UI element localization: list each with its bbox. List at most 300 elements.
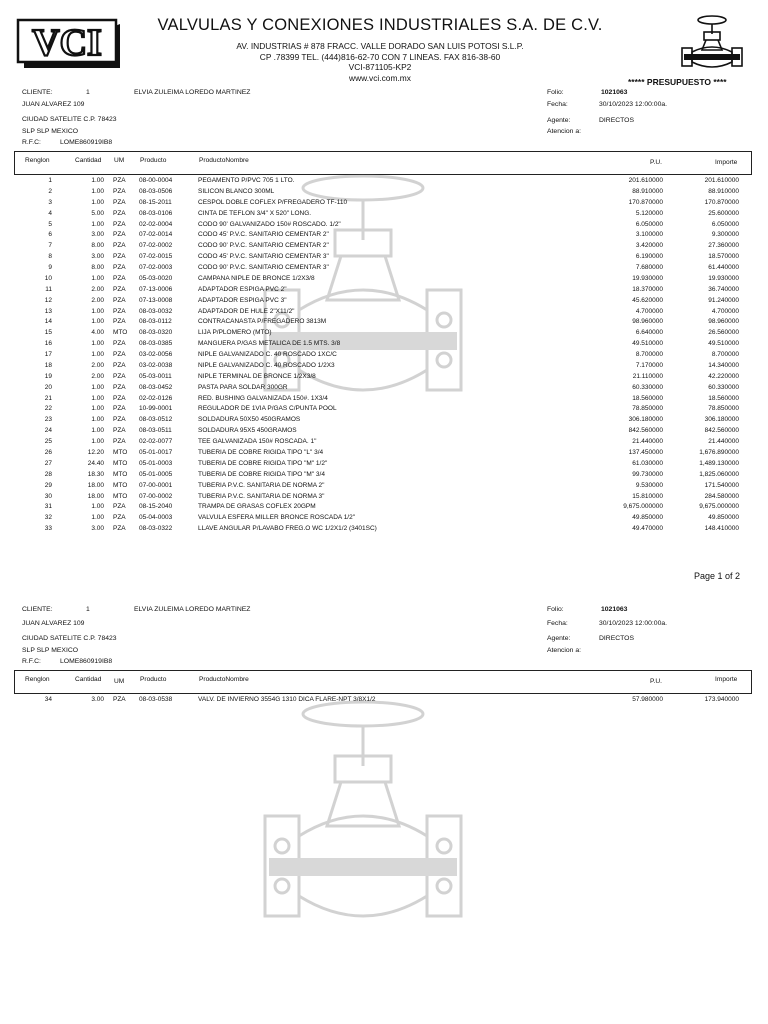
row-um: PZA [113,405,126,413]
fecha-label: Fecha: [547,620,568,627]
row-cantidad: 1.00 [91,177,104,184]
valve-icon [676,14,748,74]
row-importe: 21.440000 [708,438,739,446]
row-renglon: 6 [48,231,52,239]
row-importe: 18.570000 [708,253,739,261]
row-cantidad: 1.00 [91,340,104,348]
row-pu: 45.620000 [632,296,663,304]
row-producto: 07-13-0006 [139,285,173,293]
row-renglon: 31 [44,503,52,511]
folio-value: 1021063 [601,606,628,613]
col-importe: Importe [715,676,738,683]
client-state: SLP SLP MEXICO [22,647,79,654]
table-row [0,514,768,525]
row-um: PZA [113,438,126,446]
row-producto: 05-01-0003 [139,459,173,467]
address-line: AV. INDUSTRIAS # 878 FRACC. VALLE DORADO SAN LUIS POTOSI S.L.P. [236,41,524,51]
row-cantidad: 1.00 [91,220,104,228]
row-renglon: 4 [48,209,52,217]
client-rfc: LOME860919IB8 [60,658,113,665]
row-cantidad: 24.40 [87,459,104,467]
col-producto: Producto [140,676,167,683]
fecha-value: 30/10/2023 12:00:00a. [599,101,668,108]
agente-label: Agente: [547,117,571,124]
row-um: PZA [113,307,126,315]
table-row [0,416,768,427]
row-producto: 03-02-0056 [139,351,173,359]
row-producto-nombre: ADAPTADOR DE HULE 2"X11/2" [198,307,295,315]
row-importe: 60.330000 [708,383,739,391]
agente-value: DIRECTOS [599,635,634,642]
row-um: PZA [113,503,126,511]
row-cantidad: 1.00 [91,187,104,195]
row-pu: 18.560000 [632,394,663,402]
row-um: PZA [113,372,126,380]
row-cantidad: 1.00 [91,416,104,424]
row-renglon: 30 [44,492,52,500]
row-importe: 42.220000 [708,372,739,380]
row-um: PZA [113,264,126,272]
row-producto-nombre: TUBERIA P.V.C. SANITARIA DE NORMA 2" [198,481,325,489]
row-producto: 08-03-0506 [139,187,173,195]
row-producto: 08-03-0511 [139,427,172,435]
page-number: Page 1 of 2 [693,571,740,581]
row-producto-nombre: NIPLE GALVANIZADO C. 40 ROSCADO 1/2X3 [198,361,335,369]
folio-value: 1021063 [601,89,628,96]
row-producto: 08-03-0452 [139,383,173,391]
client-name: ELVIA ZULEIMA LOREDO MARTINEZ [134,606,251,613]
table-row [0,373,768,384]
row-producto: 08-15-2011 [139,198,172,206]
row-cantidad: 3.00 [91,696,104,703]
row-producto-nombre: VALVULA ESFERA MILLER BRONCE ROSCADA 1/2" [198,514,356,522]
row-um: MTO [113,449,128,456]
row-producto-nombre: CAMPANA NIPLE DE BRONCE 1/2X3/8 [198,274,315,282]
row-renglon: 27 [44,459,52,467]
row-pu: 9,675.000000 [623,503,663,511]
row-renglon: 34 [44,696,52,703]
row-cantidad: 12.20 [87,449,104,456]
row-producto-nombre: NIPLE TERMINAL DE BRONCE 1/2X3/8 [198,372,316,380]
row-producto-nombre: ADAPTADOR ESPIGA PVC 3" [198,296,287,304]
row-renglon: 1 [48,177,52,184]
row-cantidad: 1.00 [91,383,104,391]
row-renglon: 33 [44,525,52,533]
row-renglon: 18 [44,361,52,369]
col-renglon: Renglon [25,157,50,164]
table-row [0,449,768,460]
cliente-label: CLIENTE: [22,606,53,613]
row-pu: 78.850000 [632,405,663,413]
row-um: PZA [113,340,126,348]
client-city: CIUDAD SATELITE C.P. 78423 [22,116,117,123]
row-renglon: 11 [45,285,52,293]
client-street: JUAN ALVAREZ 109 [22,620,85,627]
row-producto-nombre: CODO 90' P.V.C. SANITARIO CEMENTAR 3" [198,264,329,272]
row-importe: 1,676.890000 [699,449,739,456]
client-name: ELVIA ZULEIMA LOREDO MARTINEZ [134,89,251,96]
row-pu: 6.050000 [635,220,663,228]
table-row [0,199,768,210]
row-cantidad: 2.00 [91,372,104,380]
row-renglon: 10 [44,274,52,282]
table-row [0,329,768,340]
row-producto: 07-00-0002 [139,492,173,500]
row-producto-nombre: CESPOL DOBLE COFLEX P/FREGADERO TF-110 [198,198,348,206]
col-importe: Importe [715,159,738,166]
row-cantidad: 8.00 [91,264,104,272]
agente-label: Agente: [547,635,571,642]
website-line: www.vci.com.mx [349,73,411,84]
row-producto: 08-03-0112 [139,318,172,326]
col-pu: P.U. [650,159,662,166]
row-importe: 49.510000 [708,340,739,348]
row-producto-nombre: TRAMPA DE GRASAS COFLEX 20GPM [198,503,316,511]
rfc-line: VCI-871105-KP2 [348,62,412,73]
row-cantidad: 2.00 [91,285,104,293]
row-um: PZA [113,231,126,239]
atencion-label: Atencion a: [547,128,582,135]
client-rfc: LOME860919IB8 [60,139,113,146]
table-row [0,340,768,351]
row-producto-nombre: CONTRACANASTA P/FREGADERO 3813M [198,318,327,326]
row-cantidad: 1.00 [91,274,104,282]
row-cantidad: 1.00 [91,405,104,413]
row-importe: 9.300000 [711,231,739,239]
row-producto: 08-03-0385 [139,340,173,348]
row-renglon: 23 [44,416,52,424]
address-line: CP .78399 TEL. (444)816-62-70 CON 7 LINEAS. FAX 816-38-60 [259,51,501,62]
row-um: PZA [113,361,126,369]
row-importe: 49.850000 [708,514,739,522]
rfc-label: R.F.C: [22,139,41,146]
row-cantidad: 1.00 [91,307,104,315]
row-cantidad: 1.00 [91,198,104,206]
table-row [0,525,768,536]
row-pu: 18.370000 [632,285,663,293]
table-row [0,405,768,416]
row-importe: 4.700000 [711,307,739,315]
row-producto: 08-00-0004 [139,177,173,184]
row-pu: 61.030000 [632,459,663,467]
table-row [0,264,768,275]
row-pu: 9.530000 [635,481,663,489]
row-importe: 148.410000 [704,525,739,533]
fecha-label: Fecha: [547,101,568,108]
table-row [0,384,768,395]
row-pu: 7.170000 [635,361,663,369]
row-producto-nombre: CODO 45' P.V.C. SANITARIO CEMENTAR 3" [198,253,329,261]
row-cantidad: 3.00 [91,525,104,533]
row-importe: 91.240000 [708,296,739,304]
rfc-label: R.F.C: [22,658,41,665]
row-pu: 6.190000 [635,253,663,261]
row-um: PZA [113,514,126,522]
table-row [0,286,768,297]
row-renglon: 12 [44,296,52,304]
table-row [0,362,768,373]
row-producto: 02-02-0077 [139,438,173,446]
row-pu: 21.440000 [632,438,663,446]
row-producto: 07-02-0002 [139,242,173,250]
row-renglon: 14 [44,318,52,326]
table-row [0,210,768,221]
row-producto: 08-15-2040 [139,503,173,511]
row-cantidad: 2.00 [91,296,104,304]
company-name: VALVULAS Y CONEXIONES INDUSTRIALES S.A. DE C.V. [157,16,603,34]
company-address [130,41,630,84]
valve-watermark [255,696,471,931]
row-producto: 08-03-0512 [139,416,173,424]
table-row [0,482,768,493]
row-cantidad: 18.00 [87,481,104,489]
col-producto-nombre: ProductoNombre [199,676,249,683]
row-um: PZA [113,187,126,195]
row-producto-nombre: CODO 45' P.V.C. SANITARIO CEMENTAR 2" [198,231,329,239]
row-pu: 170.870000 [628,198,663,206]
client-city: CIUDAD SATELITE C.P. 78423 [22,635,117,642]
table-row [0,188,768,199]
row-producto-nombre: TUBERIA DE COBRE RIGIDA TIPO "M" 1/2" [198,459,328,467]
row-importe: 27.360000 [708,242,739,250]
row-renglon: 24 [44,427,52,435]
row-renglon: 20 [44,383,52,391]
svg-text:VCI: VCI [32,22,102,64]
row-pu: 7.680000 [635,264,663,272]
row-producto: 08-03-0032 [139,307,173,315]
table-row [0,221,768,232]
row-pu: 137.450000 [628,449,663,456]
row-producto-nombre: CINTA DE TEFLON 3/4" X 520" LONG. [198,209,312,217]
row-cantidad: 18.00 [87,492,104,500]
client-number: 1 [86,606,90,613]
row-cantidad: 1.00 [91,503,104,511]
table-row [0,395,768,406]
row-producto-nombre: SOLDADURA 95X5 450GRAMOS [198,427,297,435]
row-renglon: 21 [44,394,52,402]
table-row [0,460,768,471]
row-producto-nombre: LIJA P/PLOMERO (MTO) [198,329,272,337]
row-producto: 08-03-0320 [139,329,173,337]
vci-logo [16,18,120,68]
row-um: PZA [113,177,126,184]
row-producto: 05-04-0003 [139,514,173,522]
folio-label: Folio: [547,606,564,613]
row-renglon: 32 [44,514,52,522]
row-importe: 1,825.060000 [699,470,739,478]
row-pu: 6.640000 [635,329,663,337]
table-row [0,242,768,253]
row-renglon: 25 [44,438,52,446]
row-cantidad: 3.00 [91,231,104,239]
row-cantidad: 8.00 [91,242,104,250]
row-renglon: 9 [48,264,52,272]
row-renglon: 17 [44,351,52,359]
row-importe: 61.440000 [708,264,739,272]
row-cantidad: 1.00 [91,514,104,522]
row-renglon: 7 [48,242,52,250]
row-um: PZA [113,242,126,250]
row-pu: 88.910000 [632,187,663,195]
row-importe: 19.930000 [708,274,739,282]
row-pu: 99.730000 [632,470,663,478]
row-um: PZA [113,318,126,326]
row-pu: 842.560000 [628,427,663,435]
row-producto-nombre: REGULADOR DE 1VIA P/GAS C/PUNTA POOL [198,405,337,413]
row-producto-nombre: TUBERIA P.V.C. SANITARIA DE NORMA 3" [198,492,325,500]
row-pu: 15.810000 [632,492,663,500]
row-producto-nombre: CODO 90' P.V.C. SANITARIO CEMENTAR 2" [198,242,329,250]
row-um: PZA [113,696,126,703]
table-row [0,308,768,319]
row-producto: 08-03-0538 [139,696,173,703]
row-um: PZA [113,209,126,217]
row-um: MTO [113,481,128,489]
row-pu: 49.470000 [632,525,663,533]
row-producto-nombre: PEGAMENTO P/PVC 705 1 LTO. [198,177,295,184]
row-um: PZA [113,274,126,282]
table-row [0,297,768,308]
table-row [0,696,768,707]
agente-value: DIRECTOS [599,117,634,124]
row-producto-nombre: ADAPTADOR ESPIGA PVC 2" [198,285,287,293]
row-um: PZA [113,198,126,206]
row-importe: 284.580000 [704,492,739,500]
client-street: JUAN ALVAREZ 109 [22,101,85,108]
row-um: PZA [113,525,126,533]
row-um: MTO [113,459,128,467]
col-pu: P.U. [650,678,662,685]
row-cantidad: 5.00 [91,209,104,217]
row-producto: 08-03-0322 [139,525,173,533]
row-producto-nombre: TUBERIA DE COBRE RIGIDA TIPO "M" 3/4 [198,470,325,478]
row-producto-nombre: TUBERIA DE COBRE RIGIDA TIPO "L" 3/4 [198,449,324,456]
row-importe: 88.910000 [708,187,739,195]
row-producto: 08-03-0106 [139,209,173,217]
table-row [0,503,768,514]
table-row [0,231,768,242]
row-producto: 03-02-0038 [139,361,173,369]
row-pu: 4.700000 [635,307,663,315]
row-pu: 49.850000 [632,514,663,522]
table-row [0,318,768,329]
col-um: UM [114,678,125,685]
row-pu: 57.980000 [632,696,663,703]
row-renglon: 2 [48,187,52,195]
row-producto: 07-00-0001 [139,481,173,489]
row-pu: 60.330000 [632,383,663,391]
row-um: PZA [113,220,126,228]
row-um: MTO [113,492,128,500]
row-pu: 306.180000 [628,416,663,424]
row-pu: 49.510000 [632,340,663,348]
row-renglon: 26 [44,449,52,456]
table-row [0,253,768,264]
row-producto-nombre: SILICON BLANCO 300ML [198,187,275,195]
row-producto: 05-01-0005 [139,470,173,478]
table-row [0,438,768,449]
row-producto: 05-01-0017 [139,449,173,456]
row-um: PZA [113,285,126,293]
row-producto: 07-13-0008 [139,296,173,304]
row-importe: 173.940000 [704,696,739,703]
col-producto: Producto [140,157,167,164]
table-header [14,670,752,694]
row-um: PZA [113,416,126,424]
row-cantidad: 3.00 [91,253,104,261]
col-um: UM [114,157,125,164]
row-producto-nombre: TEE GALVANIZADA 150# ROSCADA. 1" [198,438,317,446]
row-um: MTO [113,470,128,478]
row-importe: 25.600000 [708,209,739,217]
row-importe: 14.340000 [708,361,739,369]
row-cantidad: 1.00 [91,427,104,435]
col-producto-nombre: ProductoNombre [199,157,249,164]
row-renglon: 16 [44,340,52,348]
row-importe: 8.700000 [711,351,739,359]
row-pu: 19.930000 [632,274,663,282]
row-cantidad: 1.00 [91,351,104,359]
document-type: ***** PRESUPUESTO **** [628,77,727,87]
row-producto-nombre: PASTA PARA SOLDAR 300GR [198,383,288,391]
row-producto: 07-02-0015 [139,253,173,261]
row-renglon: 13 [44,307,52,315]
row-cantidad: 2.00 [91,361,104,369]
row-importe: 842.560000 [704,427,739,435]
col-cantidad: Cantidad [75,157,102,164]
row-importe: 171.540000 [704,481,739,489]
row-renglon: 8 [48,253,52,261]
row-producto-nombre: VALV. DE INVIERNO 3554G 1310 DICA FLARE-NPT 3/8X1/2 [198,696,376,703]
table-row [0,493,768,504]
row-importe: 78.850000 [708,405,739,413]
row-renglon: 3 [48,198,52,206]
row-cantidad: 4.00 [91,329,104,337]
row-pu: 21.110000 [632,372,663,380]
row-cantidad: 1.00 [91,438,104,446]
row-um: PZA [113,351,126,359]
row-importe: 6.050000 [711,220,739,228]
row-renglon: 5 [48,220,52,228]
row-importe: 170.870000 [704,198,739,206]
row-pu: 98.960000 [632,318,663,326]
row-cantidad: 1.00 [91,318,104,326]
row-um: PZA [113,383,126,391]
cliente-label: CLIENTE: [22,89,53,96]
row-renglon: 28 [44,470,52,478]
row-pu: 3.100000 [635,231,663,239]
row-importe: 18.560000 [708,394,739,402]
row-producto-nombre: CODO 90' GALVANIZADO 150# ROSCADO. 1/2" [198,220,341,228]
table-row [0,351,768,362]
row-producto-nombre: MANGUERA P/GAS METALICA DE 1.5 MTS. 3/8 [198,340,341,348]
client-state: SLP SLP MEXICO [22,128,79,135]
row-pu: 3.420000 [635,242,663,250]
row-importe: 36.740000 [708,285,739,293]
folio-label: Folio: [547,89,564,96]
row-renglon: 15 [44,329,52,337]
table-row [0,427,768,438]
row-importe: 9,675.000000 [699,503,739,511]
row-producto-nombre: SOLDADURA 50X50 450GRAMOS [198,416,301,424]
row-importe: 306.180000 [704,416,739,424]
table-row [0,177,768,188]
row-pu: 8.700000 [635,351,663,359]
row-importe: 201.610000 [704,177,739,184]
row-producto: 02-02-0004 [139,220,173,228]
row-producto: 05-03-0011 [139,372,172,380]
row-importe: 98.960000 [708,318,739,326]
